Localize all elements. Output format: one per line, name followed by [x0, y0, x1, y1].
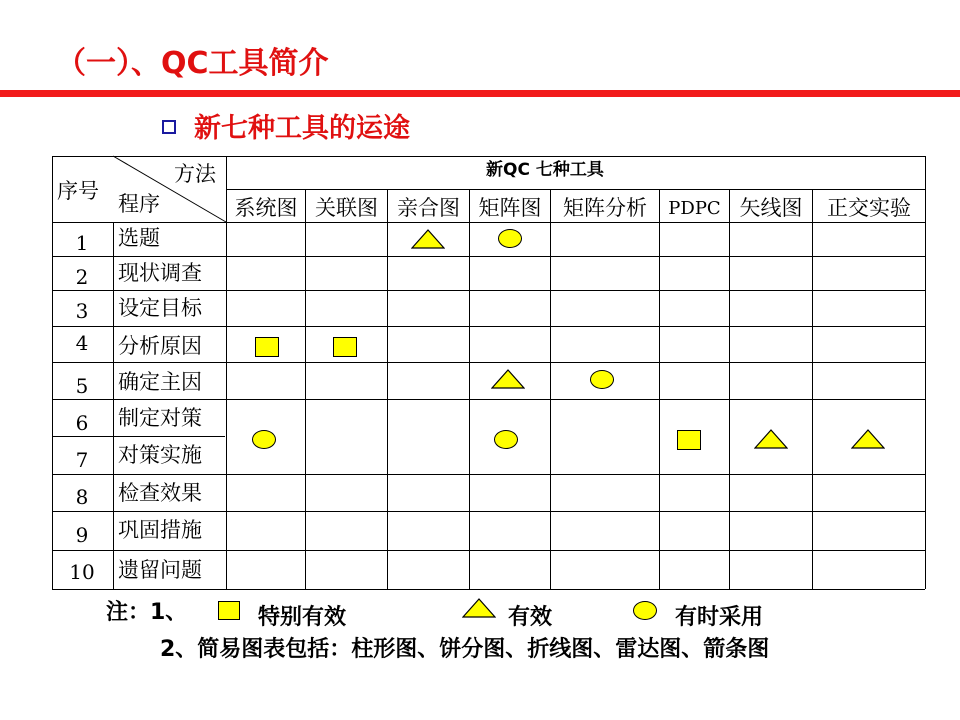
col-header-system: 系统图: [234, 196, 298, 220]
legend-circle-icon: [633, 601, 657, 620]
row-number: 1: [75, 231, 89, 255]
corner-method: 方法: [174, 162, 216, 186]
circle-mark-icon: [494, 430, 518, 449]
col-header-matrix: 矩阵图: [478, 196, 542, 220]
legend-label-sometimes: 有时采用: [675, 605, 764, 630]
page-title: （一）、QC工具简介: [56, 46, 329, 81]
circle-mark-icon: [252, 430, 276, 449]
square-mark-icon: [677, 430, 701, 450]
row-label: 巩固措施: [118, 518, 202, 542]
col-header-orthogonal: 正交实验: [827, 196, 911, 220]
col-header-affinity: 亲合图: [397, 196, 460, 220]
legend-square-icon: [218, 601, 240, 620]
row-number: 5: [75, 374, 89, 398]
row-label: 制定对策: [118, 406, 202, 430]
row-label: 现状调查: [118, 261, 202, 285]
col-header-relation: 关联图: [315, 196, 378, 220]
subtitle-text: 新七种工具的运途: [194, 113, 410, 144]
row-number: 6: [75, 411, 89, 435]
row-number: 3: [75, 299, 89, 323]
col-header-arrow: 矢线图: [739, 196, 803, 220]
row-number: 4: [75, 331, 89, 355]
col-header-pdpc: PDPC: [668, 198, 721, 219]
note-prefix: 注：1、: [106, 600, 188, 625]
corner-procedure: 程序: [118, 192, 160, 216]
square-mark-icon: [333, 337, 357, 357]
triangle-mark-icon: [491, 369, 525, 389]
square-mark-icon: [255, 337, 279, 357]
group-header: 新QC 七种工具: [486, 160, 604, 180]
row-label: 检查效果: [118, 481, 202, 505]
legend-label-effective: 有效: [508, 605, 553, 630]
triangle-mark-icon: [851, 429, 885, 449]
row-label: 确定主因: [118, 370, 202, 394]
row-number: 7: [75, 448, 89, 472]
row-number: 2: [75, 265, 89, 289]
legend-triangle-icon: [462, 598, 496, 618]
triangle-mark-icon: [754, 429, 788, 449]
row-label: 选题: [118, 226, 160, 250]
circle-mark-icon: [498, 229, 522, 248]
row-number: 10: [69, 560, 95, 584]
row-label: 分析原因: [118, 334, 202, 358]
triangle-mark-icon: [411, 229, 445, 249]
circle-mark-icon: [590, 370, 614, 389]
row-number: 9: [75, 523, 89, 547]
col-header-matrix-analysis: 矩阵分析: [563, 196, 647, 220]
corner-serial: 序号: [57, 179, 99, 203]
row-label: 对策实施: [118, 443, 202, 467]
row-number: 8: [75, 485, 89, 509]
note-line-2: 2、简易图表包括：柱形图、饼分图、折线图、雷达图、箭条图: [160, 637, 770, 662]
row-label: 遗留问题: [118, 558, 202, 582]
row-label: 设定目标: [118, 296, 202, 320]
legend-label-very-effective: 特别有效: [258, 605, 347, 630]
